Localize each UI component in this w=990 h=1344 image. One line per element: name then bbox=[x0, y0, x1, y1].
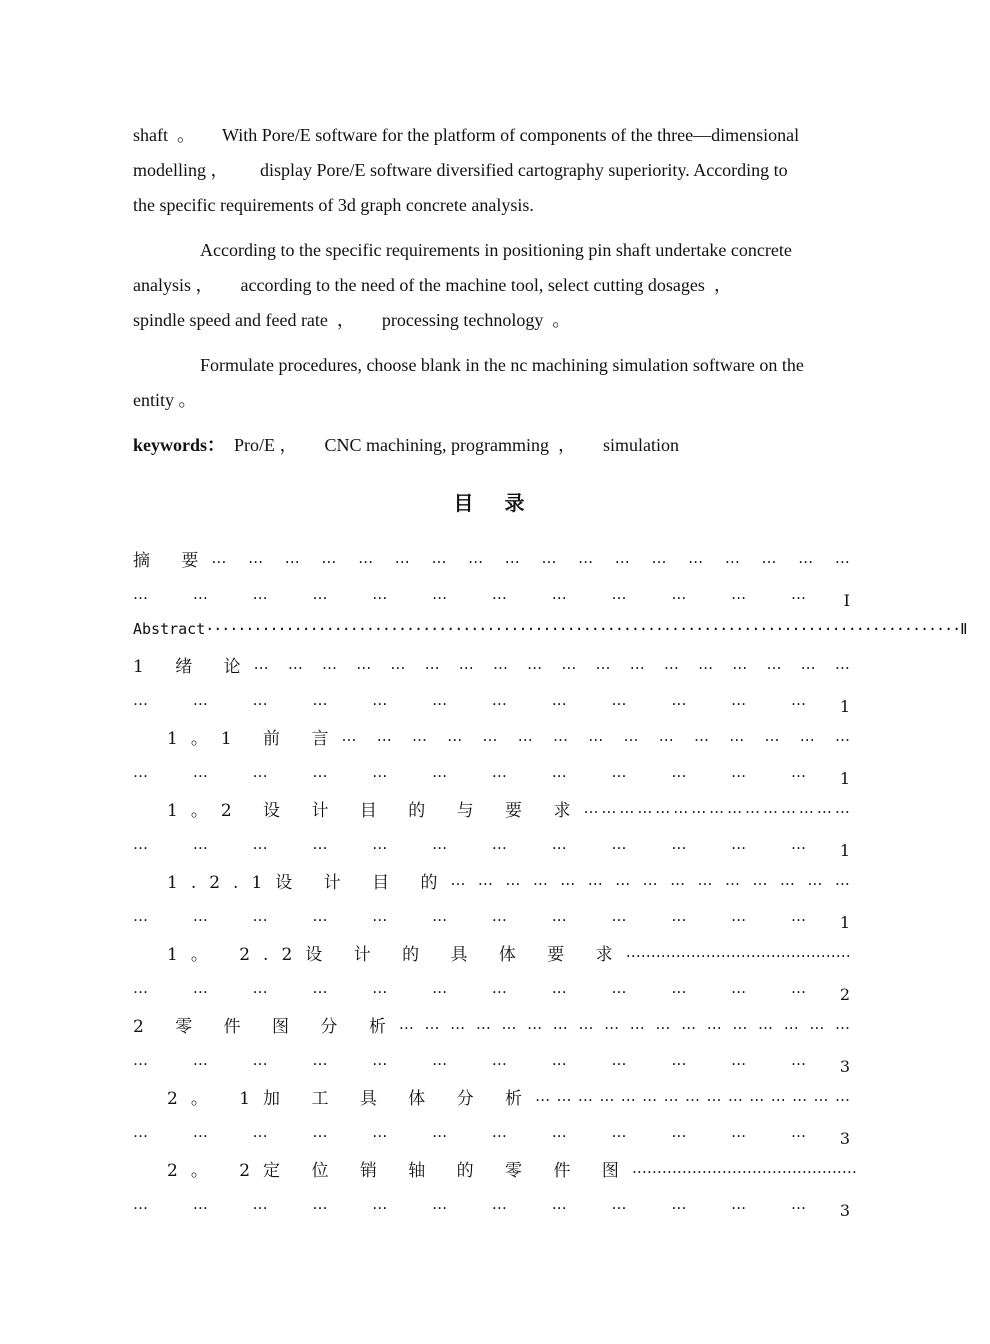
toc-dot-leader: … … … … … … … … … … … … … … … bbox=[583, 799, 850, 817]
toc-entry-page: Ⅰ bbox=[843, 590, 850, 610]
toc-dot-leader: … … … … … … … … … … … … bbox=[133, 691, 806, 709]
toc-dot-leader: … … … … … … … … … … … … bbox=[133, 1051, 806, 1069]
toc-entry-page: 1 bbox=[839, 768, 850, 788]
keywords-text: Pro/E ， CNC machining, programming ， simulation bbox=[225, 435, 679, 455]
table-of-contents bbox=[133, 540, 968, 1222]
toc-entry-page: 2 bbox=[839, 984, 850, 1004]
abstract-paragraph-1 bbox=[133, 118, 850, 223]
toc-entry-label[interactable]: 1。 2.2设 计 的 具 体 要 求 bbox=[167, 944, 626, 965]
toc-dot-leader: … … … … … … … … … … … … bbox=[133, 1123, 806, 1141]
text-line: Formulate procedures, choose blank in the nc machining simulation software on the bbox=[200, 355, 804, 375]
keywords-label: keywords： bbox=[133, 435, 226, 455]
text-line: modelling ， display Pore/E software diversified cartography superiority. According to bbox=[133, 160, 788, 180]
abstract-paragraph-2 bbox=[133, 233, 850, 338]
toc-dot-leader: … … … … … … … … … … … … … … … … … … bbox=[253, 655, 850, 673]
text-line: spindle speed and feed rate ， processing technology 。 bbox=[133, 310, 571, 330]
toc-dot-leader: … … … … … … … … … … … … … … … bbox=[450, 871, 850, 889]
toc-entry-label[interactable]: 1。2 设 计 目 的 与 要 求 bbox=[167, 800, 584, 821]
keywords-line bbox=[133, 428, 850, 463]
toc-dot-leader: … … … … … … … … … … … … bbox=[133, 979, 806, 997]
toc-dot-leader: … … … … … … … … … … … … … … … bbox=[625, 943, 851, 961]
text-line: analysis ， according to the need of the machine tool, select cutting dosages ， bbox=[133, 275, 732, 295]
toc-dot-leader: … … … … … … … … … … … … … … … bbox=[631, 1159, 857, 1177]
toc-entry-label[interactable]: 1。1 前 言 bbox=[167, 728, 342, 749]
toc-entry-label[interactable]: 2。 1加 工 具 体 分 析 bbox=[167, 1088, 536, 1109]
toc-entry-label[interactable]: 1 绪 论 bbox=[133, 656, 254, 677]
toc-entry-label[interactable]: 2 零 件 图 分 析 bbox=[133, 1016, 399, 1037]
toc-dot-leader: … … … … … … … … … … … … bbox=[133, 585, 806, 603]
toc-entry-page: 1 bbox=[839, 840, 850, 860]
toc-dot-leader: ······························································································ bbox=[205, 620, 961, 638]
toc-dot-leader: … … … … … … … … … … … … … … … … … … bbox=[211, 549, 850, 567]
toc-title: 目 录 bbox=[453, 491, 537, 515]
toc-entry[interactable] bbox=[133, 1006, 850, 1078]
toc-dot-leader: … … … … … … … … … … … … bbox=[133, 907, 806, 925]
toc-entry-label[interactable]: 摘 要 bbox=[133, 550, 212, 571]
abstract-paragraph-3 bbox=[133, 348, 850, 418]
toc-entry-label[interactable]: 2。 2定 位 销 轴 的 零 件 图 bbox=[167, 1160, 632, 1181]
toc-dot-leader: … … … … … … … … … … … … … … … … … … bbox=[398, 1015, 850, 1033]
text-line: the specific requirements of 3d graph concrete analysis. bbox=[133, 195, 534, 215]
toc-dot-leader: … … … … … … … … … … … … bbox=[133, 1195, 806, 1213]
toc-entry-page: Ⅱ bbox=[960, 620, 968, 638]
toc-entry[interactable] bbox=[133, 862, 850, 934]
toc-entry-page: 3 bbox=[839, 1200, 850, 1220]
toc-entry[interactable] bbox=[133, 646, 850, 718]
text-line: entity 。 bbox=[133, 390, 197, 410]
toc-entry-abstract[interactable] bbox=[133, 612, 968, 646]
toc-entry[interactable] bbox=[133, 540, 850, 612]
toc-entry-page: 3 bbox=[839, 1128, 850, 1148]
toc-entry-page: 1 bbox=[839, 696, 850, 716]
text-line: shaft 。 With Pore/E software for the platform of components of the three—dimensional bbox=[133, 125, 800, 145]
toc-entry-page: 1 bbox=[839, 912, 850, 932]
toc-dot-leader: … … … … … … … … … … … … bbox=[133, 763, 806, 781]
text-line: According to the specific requirements in positioning pin shaft undertake concrete bbox=[200, 240, 792, 260]
toc-entry-page: 3 bbox=[839, 1056, 850, 1076]
toc-entry[interactable] bbox=[133, 790, 850, 862]
toc-entry[interactable] bbox=[133, 934, 850, 1006]
toc-dot-leader: … … … … … … … … … … … … bbox=[133, 835, 806, 853]
toc-dot-leader: … … … … … … … … … … … … … … … bbox=[535, 1087, 850, 1105]
toc-entry[interactable] bbox=[133, 1150, 857, 1222]
toc-entry-label[interactable]: 1.2.1设 计 目 的 bbox=[167, 872, 451, 893]
toc-dot-leader: … … … … … … … … … … … … … … … bbox=[341, 727, 850, 745]
toc-entry[interactable] bbox=[133, 1078, 850, 1150]
toc-entry[interactable] bbox=[133, 718, 850, 790]
toc-entry-label[interactable]: Abstract bbox=[133, 620, 206, 638]
